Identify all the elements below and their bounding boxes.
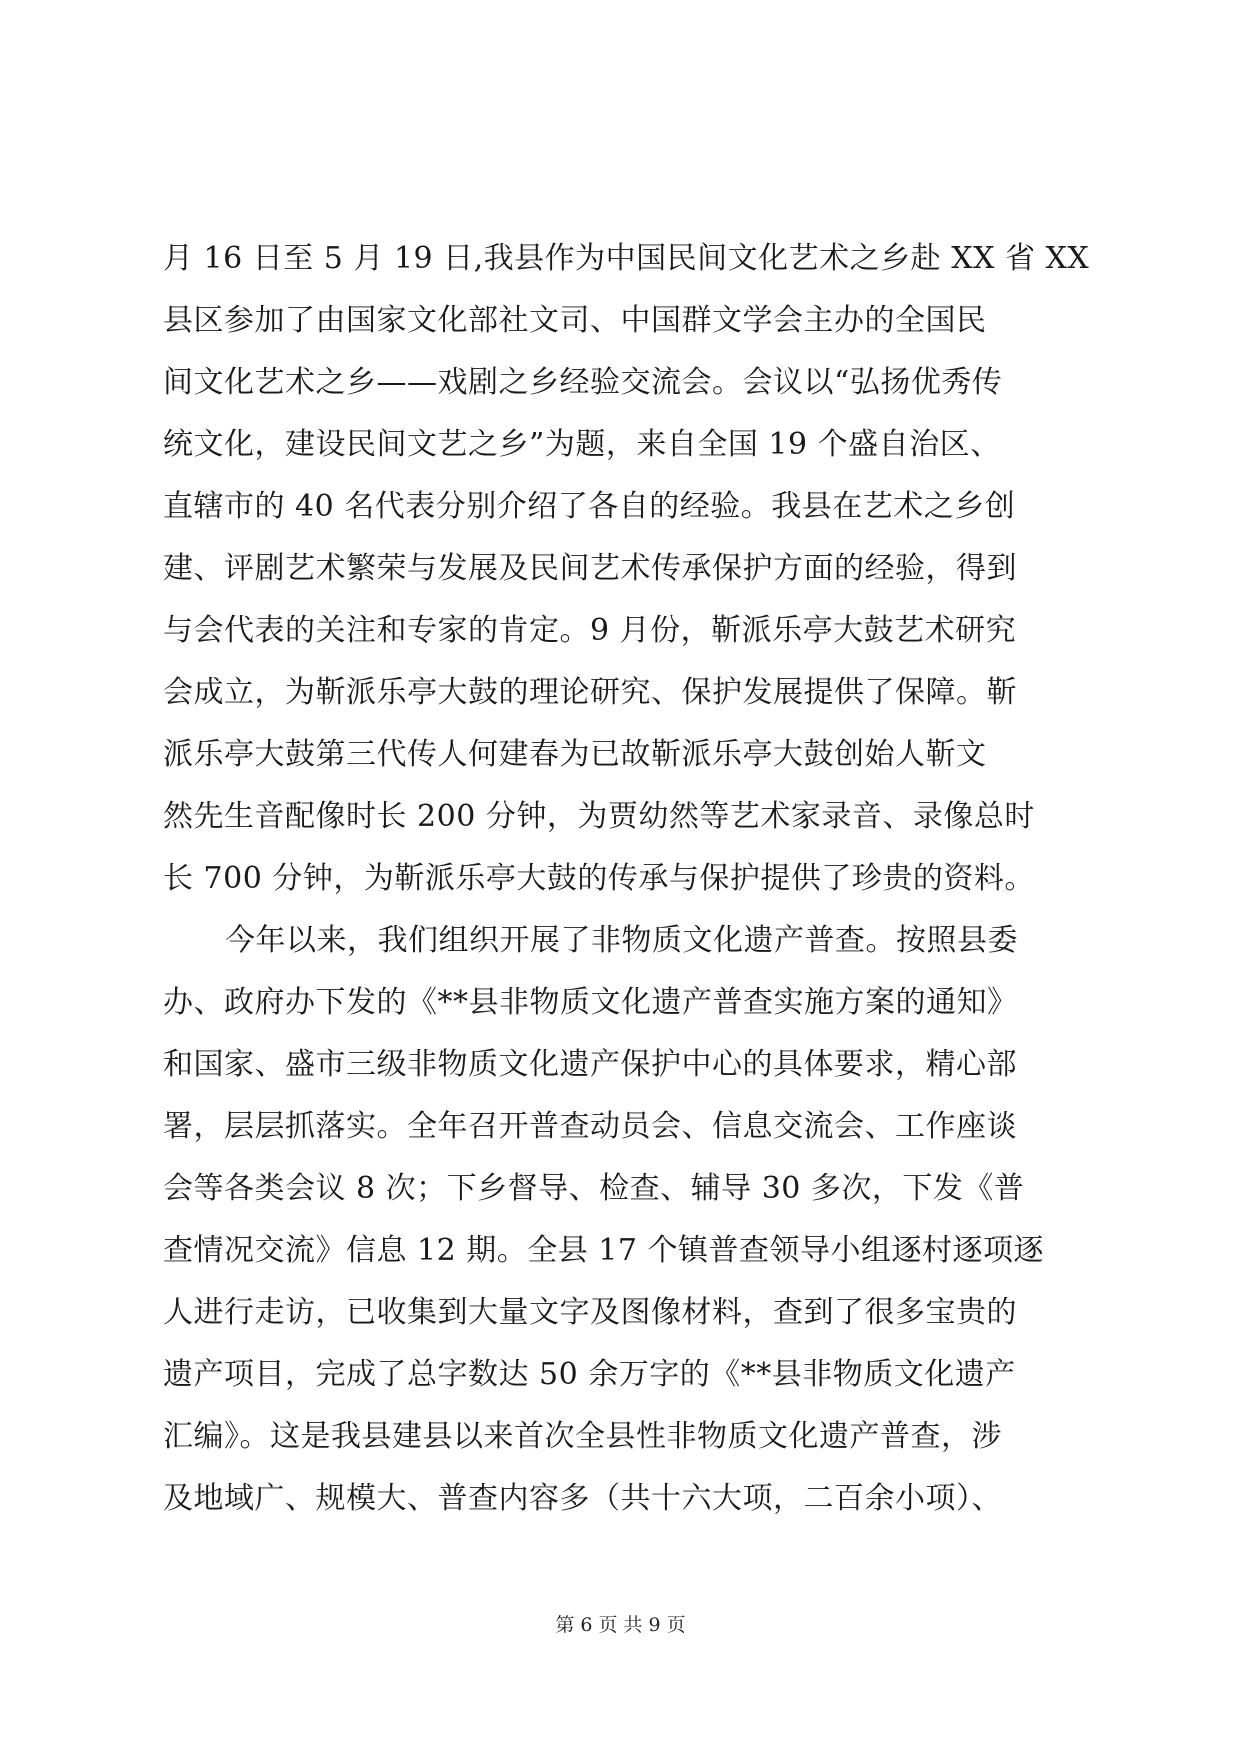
text-line: 建、评剧艺术繁荣与发展及民间艺术传承保护方面的经验，得到: [163, 551, 1017, 586]
text-line: 遗产项目，完成了总字数达 50 余万字的《**县非物质文化遗产: [163, 1357, 1016, 1392]
text-line: 汇编》。这是我县建县以来首次全县性非物质文化遗产普查，涉: [163, 1419, 1002, 1454]
text-line: 与会代表的关注和专家的肯定。9 月份，靳派乐亭大鼓艺术研究: [163, 613, 1017, 648]
text-line: 派乐亭大鼓第三代传人何建春为已故靳派乐亭大鼓创始人靳文: [163, 737, 987, 772]
text-line: 办、政府办下发的《**县非物质文化遗产普查实施方案的通知》: [163, 985, 1018, 1020]
text-line: 查情况交流》信息 12 期。全县 17 个镇普查领导小组逐村逐项逐: [163, 1233, 1044, 1268]
text-line: 长 700 分钟，为靳派乐亭大鼓的传承与保护提供了珍贵的资料。: [163, 861, 1035, 896]
paragraph: [163, 910, 1081, 1530]
text-line: 统文化，建设民间文艺之乡”为题，来自全国 19 个盛自治区、: [163, 427, 1001, 462]
text-line: 然先生音配像时长 200 分钟，为贾幼然等艺术家录音、录像总时: [163, 799, 1035, 834]
text-line: 间文化艺术之乡——戏剧之乡经验交流会。会议以“弘扬优秀传: [163, 365, 1003, 400]
text-line: 人进行走访，已收集到大量文字及图像材料，查到了很多宝贵的: [163, 1295, 1017, 1330]
text-line: 会等各类会议 8 次；下乡督导、检查、辅导 30 多次，下发《普: [163, 1171, 1025, 1206]
text-line: 月 16 日至 5 月 19 日,我县作为中国民间文化艺术之乡赴 XX 省 XX: [163, 241, 1090, 276]
text-line: 直辖市的 40 名代表分别介绍了各自的经验。我县在艺术之乡创: [163, 489, 1016, 524]
paragraph: [163, 228, 1090, 910]
text-line: 及地域广、规模大、普查内容多（共十六大项，二百余小项）、: [163, 1481, 1002, 1516]
text-line: 县区参加了由国家文化部社文司、中国群文学会主办的全国民: [163, 303, 987, 338]
text-line: 会成立，为靳派乐亭大鼓的理论研究、保护发展提供了保障。靳: [163, 675, 1017, 710]
text-line: 今年以来，我们组织开展了非物质文化遗产普查。按照县委: [225, 923, 1018, 958]
document-body: [163, 228, 1090, 1530]
text-line: 署，层层抓落实。全年召开普查动员会、信息交流会、工作座谈: [163, 1109, 1017, 1144]
text-line: 和国家、盛市三级非物质文化遗产保护中心的具体要求，精心部: [163, 1047, 1017, 1082]
page-number-footer: 第 6 页 共 9 页: [555, 1614, 686, 1636]
